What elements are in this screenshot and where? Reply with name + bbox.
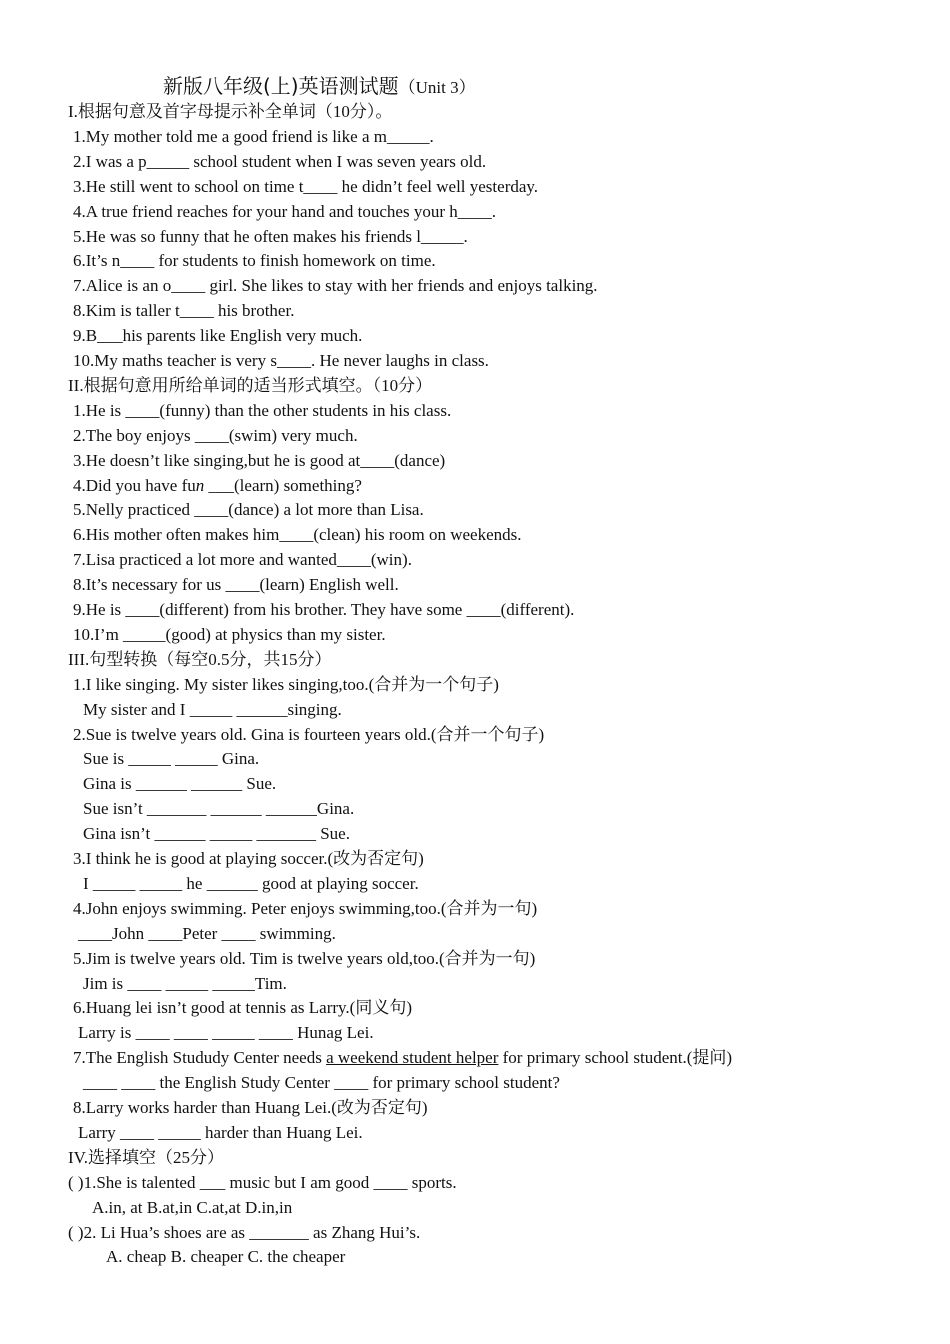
text-line: 3.I think he is good at playing soccer.(改为否定句): [73, 849, 424, 868]
text-line: 8.Larry works harder than Huang Lei.(改为否定句): [73, 1098, 428, 1117]
text-line: IV.选择填空（25分）: [68, 1147, 224, 1167]
text-line: 5.Jim is twelve years old. Tim is twelve years old,too.(合并为一句): [73, 948, 536, 968]
text-segment: 4.Did you have fu: [73, 475, 196, 495]
text-line: 1.He is ____(funny) than the other students in his class.: [73, 400, 452, 420]
text-line: 4.John enjoys swimming. Peter enjoys swimming,too.(合并为一句): [73, 898, 538, 918]
text-line: ( )2. Li Hua’s shoes are as _______ as Zhang Hui’s.: [68, 1222, 421, 1242]
page-title-unit: （Unit 3）: [398, 78, 476, 97]
text-line: Gina is ______ ______ Sue.: [83, 774, 277, 794]
text-line: 9.B___his parents like English very much.: [73, 326, 363, 346]
text-line: 7.Alice is an o____ girl. She likes to stay with her friends and enjoys talking.: [73, 276, 598, 296]
text-line: ( )1.She is talented ___ music but I am good ____ sports.: [68, 1172, 457, 1192]
text-line: 7.Lisa practiced a lot more and wanted____(win).: [73, 550, 412, 570]
text-line: 8.Kim is taller t____ his brother.: [73, 301, 295, 321]
text-line: 9.He is ____(different) from his brother. They have some ____(different).: [73, 600, 575, 619]
text-line: 1.My mother told me a good friend is like a m_____.: [73, 126, 434, 146]
italic-segment: n: [195, 475, 205, 495]
text-line: 2.Sue is twelve years old. Gina is fourteen years old.(合并一个句子): [73, 724, 545, 744]
text-line: 10.I’m _____(good) at physics than my sister.: [73, 624, 386, 644]
text-line: 6.Huang lei isn’t good at tennis as Larry.(同义句): [73, 998, 412, 1018]
text-line: I _____ _____ he ______ good at playing soccer.: [83, 873, 419, 893]
text-line: 2.I was a p_____ school student when I was seven years old.: [73, 151, 487, 171]
page-title: [163, 72, 476, 102]
text-line: Larry is ____ ____ _____ ____ Hunag Lei.: [78, 1023, 374, 1043]
text-line: [73, 1047, 732, 1069]
text-line: Sue isn’t _______ ______ ______Gina.: [83, 799, 355, 819]
text-segment: 7.The English Stududy Center needs: [73, 1048, 327, 1068]
text-line: III.句型转换（每空0.5分，共15分）: [68, 649, 332, 669]
text-line: 10.My maths teacher is very s____. He never laughs in class.: [73, 351, 489, 370]
text-segment: for primary school student.(提问): [498, 1048, 733, 1068]
text-line: 4.A true friend reaches for your hand and touches your h____.: [73, 201, 496, 221]
text-line: ____John ____Peter ____ swimming.: [78, 923, 336, 943]
text-line: 1.I like singing. My sister likes singing,too.(合并为一个句子): [73, 674, 499, 694]
text-line: Gina isn’t ______ _____ _______ Sue.: [83, 824, 350, 844]
text-line: 3.He doesn’t like singing,but he is good at____(dance): [73, 450, 446, 470]
text-line: My sister and I _____ ______singing.: [83, 699, 342, 719]
text-line: A. cheap B. cheaper C. the cheaper: [106, 1247, 346, 1267]
text-segment: ___(learn) something?: [204, 475, 362, 495]
text-line: II.根据句意用所给单词的适当形式填空。（10分）: [68, 375, 433, 395]
text-line: ____ ____ the English Study Center ____ for primary school student?: [83, 1073, 560, 1093]
text-line: 5.Nelly practiced ____(dance) a lot more than Lisa.: [73, 500, 424, 520]
text-line: Larry ____ _____ harder than Huang Lei.: [78, 1122, 363, 1142]
underlined-phrase: a weekend student helper: [326, 1048, 499, 1068]
text-line: [73, 475, 362, 497]
text-line: 3.He still went to school on time t____ he didn’t feel well yesterday.: [73, 176, 539, 196]
text-line: Jim is ____ _____ _____Tim.: [83, 973, 287, 993]
text-line: 5.He was so funny that he often makes his friends l_____.: [73, 226, 468, 246]
page-title-main: 新版八年级(上)英语测试题: [163, 74, 399, 98]
text-line: 6.His mother often makes him____(clean) his room on weekends.: [73, 525, 522, 545]
text-line: Sue is _____ _____ Gina.: [83, 749, 260, 769]
text-line: I.根据句意及首字母提示补全单词（10分）。: [68, 102, 393, 121]
text-line: 6.It’s n____ for students to finish homework on time.: [73, 251, 436, 271]
text-line: 8.It’s necessary for us ____(learn) English well.: [73, 575, 399, 595]
text-line: A.in, at B.at,in C.at,at D.in,in: [92, 1197, 293, 1217]
text-line: 2.The boy enjoys ____(swim) very much.: [73, 425, 358, 445]
